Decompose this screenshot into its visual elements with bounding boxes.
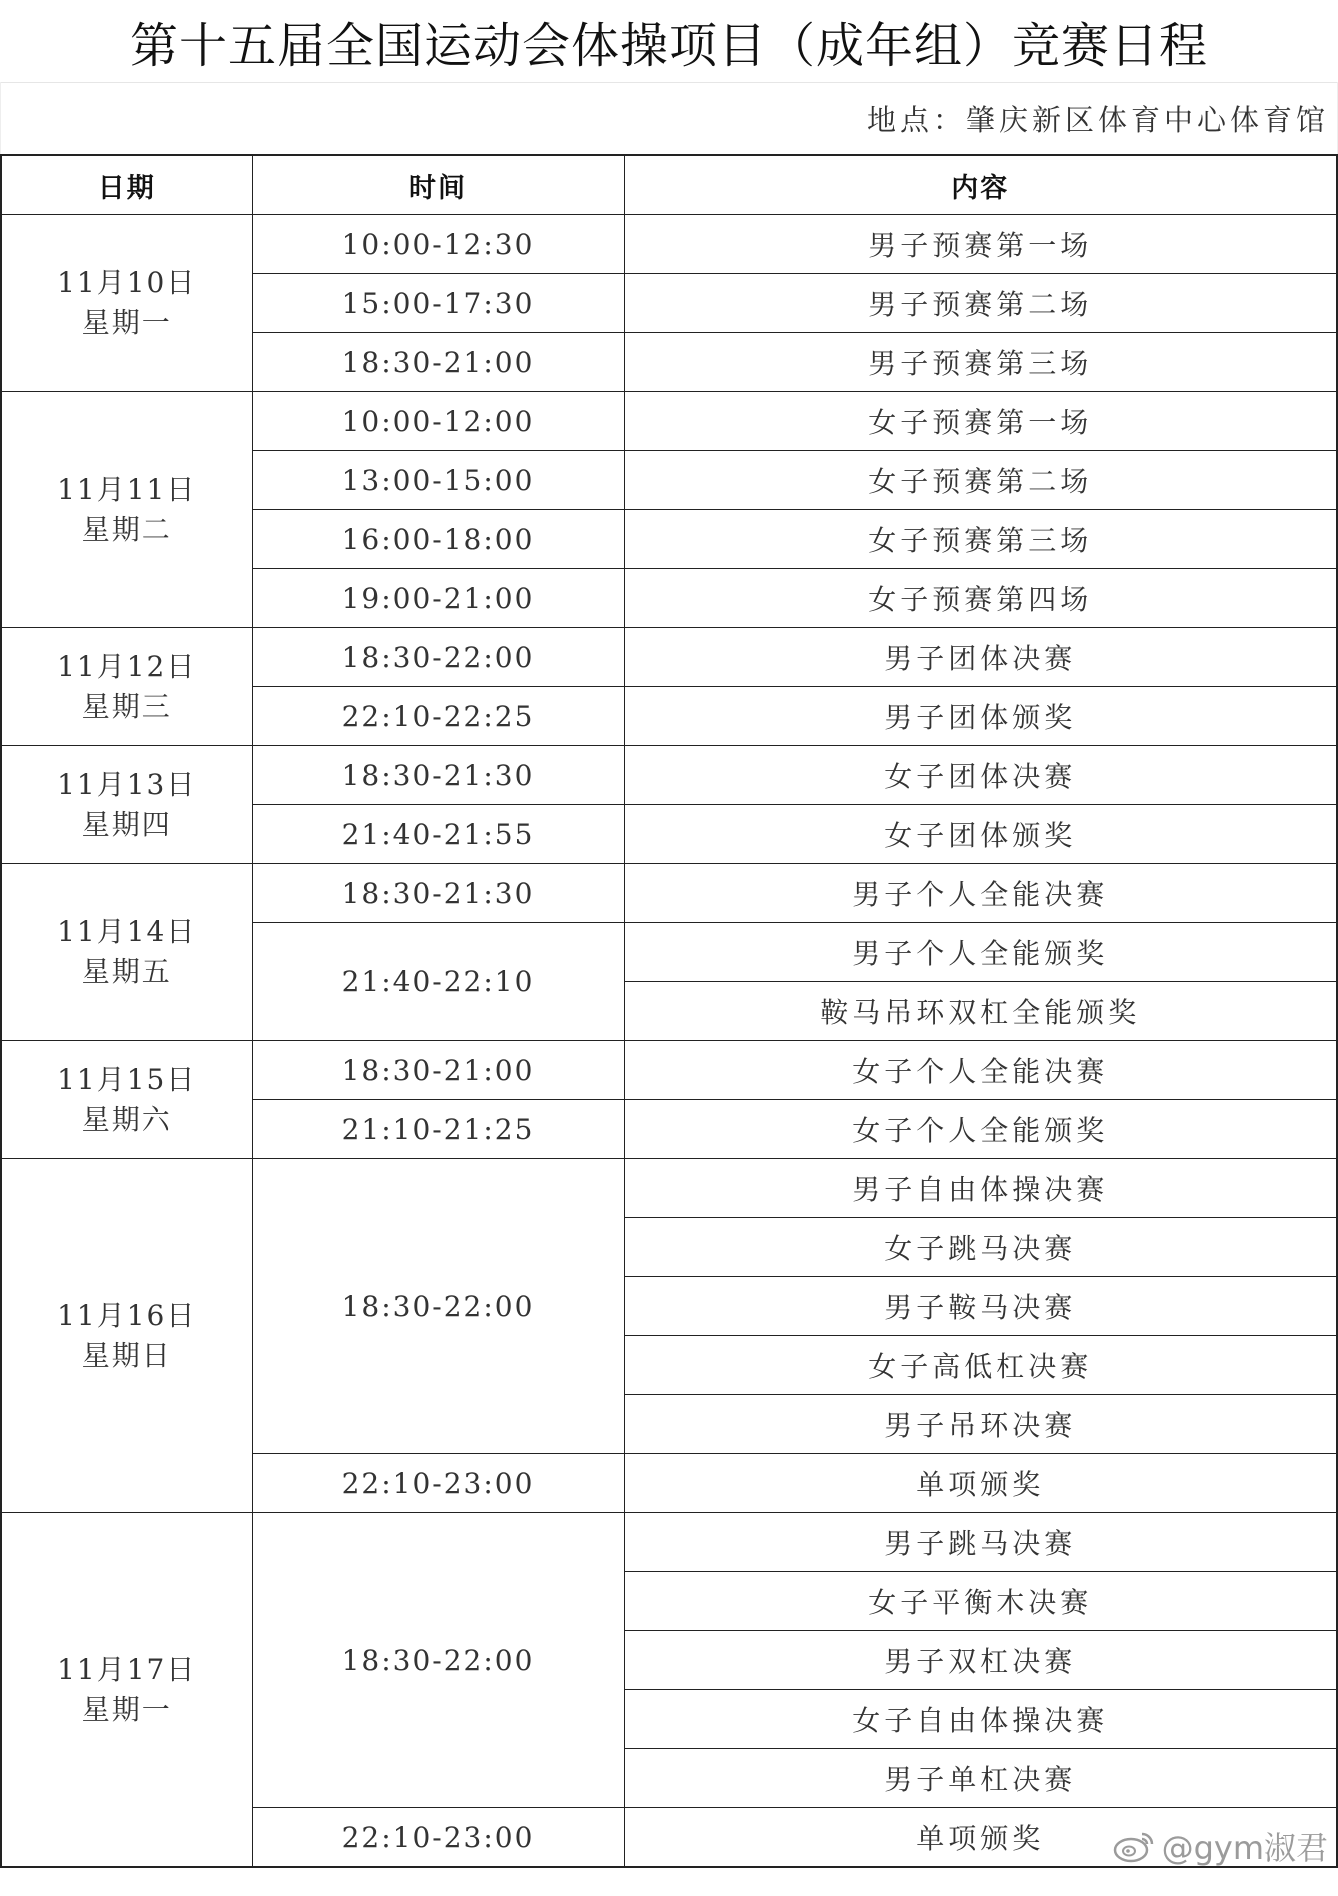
table-row — [1, 1041, 1337, 1100]
weekday-text: 星期五 — [81, 955, 172, 988]
event-cell: 男子鞍马决赛 — [624, 1277, 1337, 1336]
time-cell: 16:00-18:00 — [252, 510, 624, 569]
event-cell: 女子团体颁奖 — [624, 805, 1337, 864]
weibo-icon — [1112, 1828, 1156, 1864]
event-cell: 男子跳马决赛 — [624, 1513, 1337, 1572]
time-cell: 10:00-12:30 — [252, 215, 624, 274]
table-header-row — [1, 155, 1337, 215]
table-row — [1, 746, 1337, 805]
page-title: 第十五届全国运动会体操项目（成年组）竞赛日程 — [0, 0, 1338, 83]
date-cell — [1, 215, 252, 392]
date-text: 11月14日 — [57, 915, 197, 948]
date-text: 11月16日 — [57, 1298, 197, 1332]
weekday-text: 星期一 — [81, 306, 172, 339]
venue-label: 地点：肇庆新区体育中心体育馆 — [0, 82, 1338, 154]
event-cell: 女子团体决赛 — [624, 746, 1337, 805]
date-text: 11月13日 — [57, 767, 197, 801]
weekday-text: 星期四 — [81, 807, 172, 841]
event-cell: 女子预赛第三场 — [624, 510, 1337, 569]
event-cell: 女子个人全能颁奖 — [624, 1100, 1337, 1159]
date-cell — [1, 392, 252, 628]
time-cell: 18:30-21:30 — [252, 746, 624, 805]
weekday-text: 星期二 — [81, 512, 172, 546]
schedule-table — [0, 154, 1338, 1868]
time-cell: 10:00-12:00 — [252, 392, 624, 451]
time-cell: 22:10-23:00 — [252, 1454, 624, 1513]
event-cell: 男子双杠决赛 — [624, 1631, 1337, 1690]
time-cell: 13:00-15:00 — [252, 451, 624, 510]
table-row — [1, 1159, 1337, 1218]
event-cell: 男子吊环决赛 — [624, 1395, 1337, 1454]
event-cell: 女子预赛第四场 — [624, 569, 1337, 628]
schedule-body — [1, 215, 1337, 1868]
date-cell — [1, 864, 252, 1041]
date-text: 11月17日 — [57, 1652, 197, 1686]
time-cell: 21:10-21:25 — [252, 1100, 624, 1159]
event-cell: 男子预赛第二场 — [624, 274, 1337, 333]
event-cell: 女子个人全能决赛 — [624, 1041, 1337, 1100]
time-cell: 22:10-22:25 — [252, 687, 624, 746]
weekday-text: 星期一 — [81, 1692, 172, 1726]
time-cell: 21:40-21:55 — [252, 805, 624, 864]
event-cell: 女子预赛第二场 — [624, 451, 1337, 510]
event-cell: 男子个人全能颁奖 — [624, 923, 1337, 982]
date-cell — [1, 746, 252, 864]
event-cell: 男子自由体操决赛 — [624, 1159, 1337, 1218]
time-cell: 21:40-22:10 — [252, 923, 624, 1041]
table-row — [1, 864, 1337, 923]
time-cell: 18:30-21:00 — [252, 1041, 624, 1100]
time-cell: 18:30-22:00 — [252, 628, 624, 687]
header-time: 时间 — [252, 155, 624, 215]
time-cell: 18:30-21:00 — [252, 333, 624, 392]
event-cell: 女子跳马决赛 — [624, 1218, 1337, 1277]
event-cell: 女子自由体操决赛 — [624, 1690, 1337, 1749]
watermark-text: @gym淑君 — [1161, 1829, 1328, 1867]
date-text: 11月12日 — [57, 649, 197, 683]
time-cell: 15:00-17:30 — [252, 274, 624, 333]
event-cell: 男子团体颁奖 — [624, 687, 1337, 746]
event-cell: 男子个人全能决赛 — [624, 864, 1337, 923]
event-cell: 女子预赛第一场 — [624, 392, 1337, 451]
event-cell: 男子单杠决赛 — [624, 1749, 1337, 1808]
event-cell: 男子预赛第一场 — [624, 215, 1337, 274]
watermark — [1112, 1826, 1328, 1866]
table-row — [1, 215, 1337, 274]
date-text: 11月15日 — [57, 1062, 197, 1096]
date-cell — [1, 1041, 252, 1159]
date-cell — [1, 1513, 252, 1868]
table-row — [1, 1513, 1337, 1572]
table-row — [1, 628, 1337, 687]
event-cell: 单项颁奖 — [624, 1808, 1337, 1868]
weekday-text: 星期三 — [81, 689, 172, 723]
event-cell: 女子平衡木决赛 — [624, 1572, 1337, 1631]
time-cell: 18:30-21:30 — [252, 864, 624, 923]
time-cell: 18:30-22:00 — [252, 1159, 624, 1454]
date-text: 11月11日 — [57, 472, 197, 506]
event-cell: 男子团体决赛 — [624, 628, 1337, 687]
time-cell: 22:10-23:00 — [252, 1808, 624, 1868]
event-cell: 鞍马吊环双杠全能颁奖 — [624, 982, 1337, 1041]
event-cell: 单项颁奖 — [624, 1454, 1337, 1513]
event-cell: 女子高低杠决赛 — [624, 1336, 1337, 1395]
date-cell — [1, 1159, 252, 1513]
time-cell: 19:00-21:00 — [252, 569, 624, 628]
date-cell — [1, 628, 252, 746]
weekday-text: 星期六 — [81, 1102, 172, 1136]
weekday-text: 星期日 — [81, 1338, 172, 1372]
date-text: 11月10日 — [57, 266, 197, 299]
header-date: 日期 — [1, 155, 252, 215]
table-row — [1, 392, 1337, 451]
event-cell: 男子预赛第三场 — [624, 333, 1337, 392]
time-cell: 18:30-22:00 — [252, 1513, 624, 1808]
header-content: 内容 — [624, 155, 1337, 215]
